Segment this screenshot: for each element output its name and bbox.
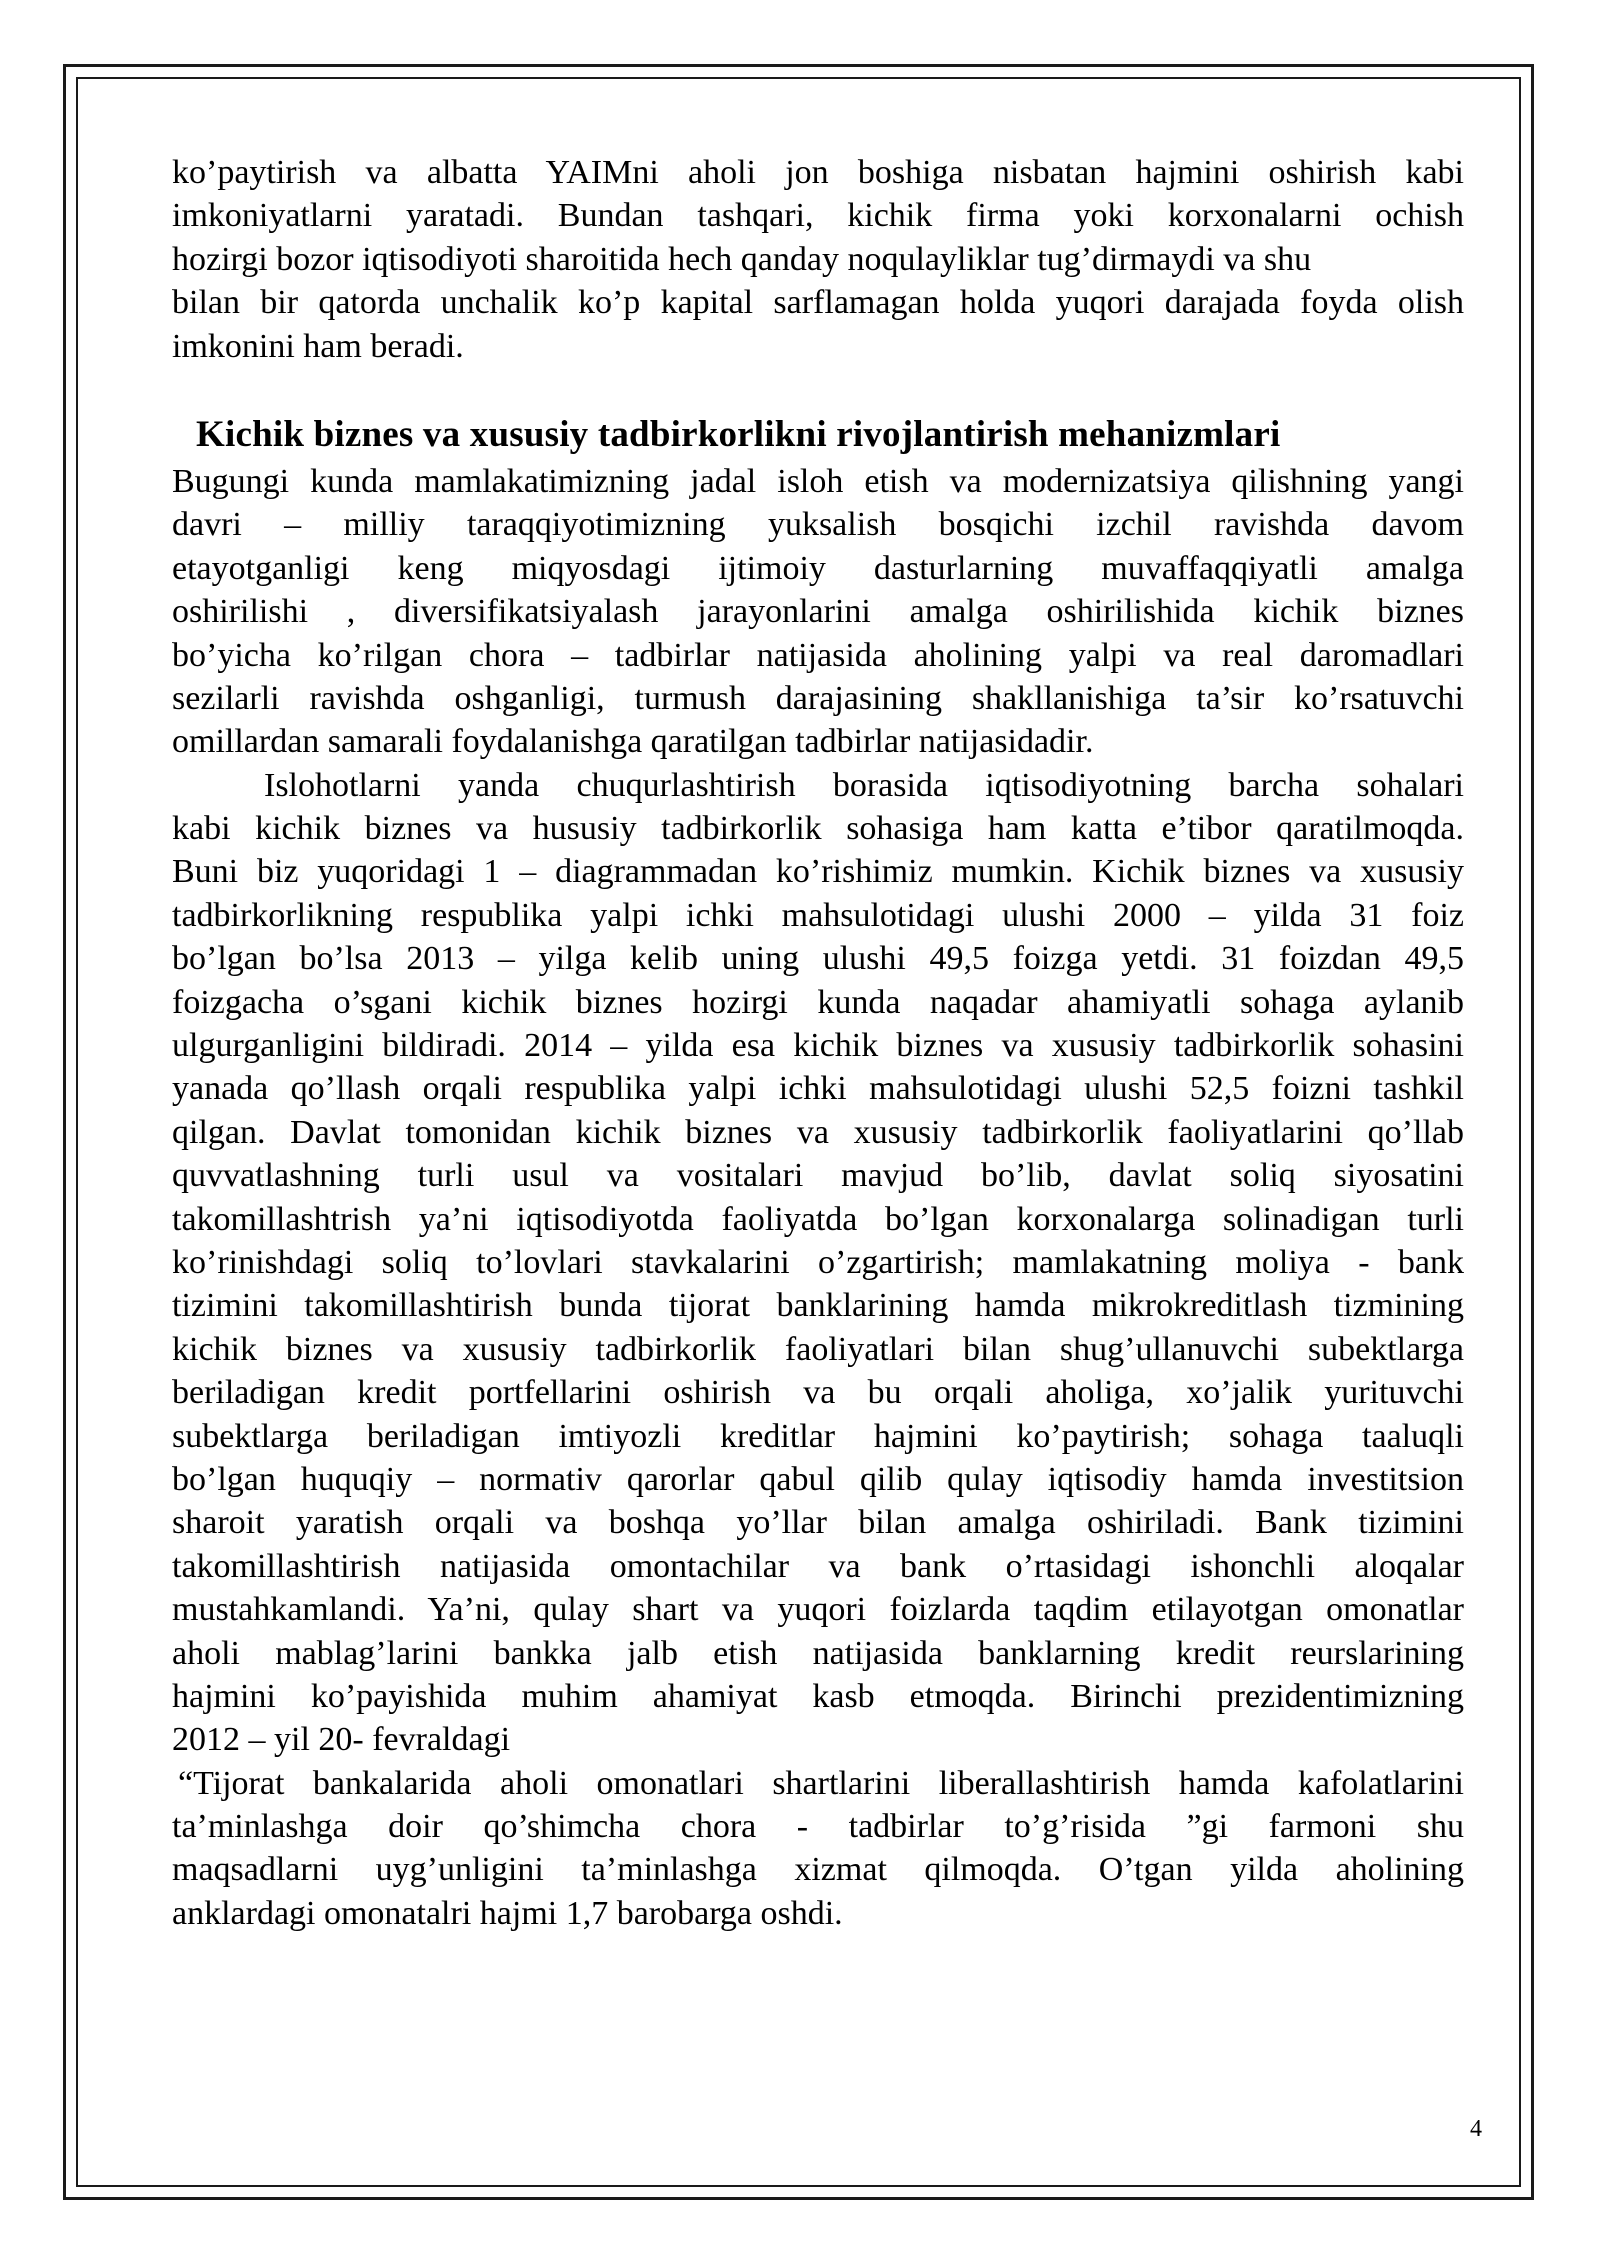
text-line: takomillashtirish natijasida omontachilar va bank o’rtasidagi ishonchli aloqalar: [172, 1547, 1464, 1585]
paragraph-3: [172, 1762, 1464, 1936]
text-line: bo’yicha ko’rilgan chora – tadbirlar natijasida aholining yalpi va real daromadlari: [172, 636, 1464, 674]
text-line: aholi mablag’larini bankka jalb etish natijasida banklarning kredit reurslarining: [172, 1634, 1464, 1672]
text-line: beriladigan kredit portfellarini oshirish va bu orqali aholiga, xo’jalik yurituvchi: [172, 1374, 1464, 1412]
text-line: takomillashtrish ya’ni iqtisodiyotda faoliyatda bo’lgan korxonalarga solinadigan turli: [172, 1200, 1464, 1238]
text-line: etayotganligi keng miqyosdagi ijtimoiy dasturlarning muvaffaqqiyatli amalga: [172, 549, 1464, 587]
text-line: qilgan. Davlat tomonidan kichik biznes va xususiy tadbirkorlik faoliyatlarini qo’llab: [172, 1113, 1464, 1151]
text-line: oshirilishi , diversifikatsiyalash jarayonlarini amalga oshirilishida kichik biznes: [172, 593, 1464, 631]
text-line: subektlarga beriladigan imtiyozli kreditlar hajmini ko’paytirish; sohaga taaluqli: [172, 1417, 1464, 1455]
text-line: tizimini takomillashtirish bunda tijorat banklarining hamda mikrokreditlash tizmining: [172, 1287, 1464, 1325]
text-line: hajmini ko’payishida muhim ahamiyat kasb etmoqda. Birinchi prezidentimizning: [172, 1677, 1464, 1715]
text-line: bo’lgan bo’lsa 2013 – yilga kelib uning ulushi 49,5 foizga yetdi. 31 foizdan 49,5: [172, 940, 1464, 978]
text-line: hozirgi bozor iqtisodiyoti sharoitida hech qanday noqulayliklar tug’dirmaydi va shu: [172, 240, 1312, 278]
text-line: ulgurganligini bildiradi. 2014 – yilda esa kichik biznes va xususiy tadbirkorlik sohasini: [172, 1027, 1464, 1065]
text-line: bilan bir qatorda unchalik ko’p kapital sarflamagan holda yuqori darajada foyda olish: [172, 284, 1464, 322]
paragraph-1: [172, 460, 1464, 764]
text-line: sezilarli ravishda oshganligi, turmush darajasining shakllanishiga ta’sir ko’rsatuvchi: [172, 679, 1464, 717]
text-line: maqsadlarni uyg’unligini ta’minlashga xizmat qilmoqda. O’tgan yilda aholining: [172, 1851, 1464, 1889]
text-line: sharoit yaratish orqali va boshqa yo’llar bilan amalga oshiriladi. Bank tizimini: [172, 1504, 1464, 1542]
paragraph-2: [172, 764, 1464, 1762]
text-line: omillardan samarali foydalanishga qaratilgan tadbirlar natijasidadir.: [172, 723, 1094, 761]
text-line: Islohotlarni yanda chuqurlashtirish borasida iqtisodiyotning barcha sohalari: [264, 766, 1464, 804]
intro-paragraph: [172, 151, 1464, 368]
text-line: Bugungi kunda mamlakatimizning jadal isloh etish va modernizatsiya qilishning yangi: [172, 462, 1464, 500]
text-line: imkonini ham beradi.: [172, 327, 464, 365]
text-line: davri – milliy taraqqiyotimizning yuksalish bosqichi izchil ravishda davom: [172, 506, 1464, 544]
text-line: tadbirkorlikning respublika yalpi ichki mahsulotidagi ulushi 2000 – yilda 31 foiz: [172, 896, 1464, 934]
text-line: 2012 – yil 20- fevraldagi: [172, 1721, 511, 1759]
text-line: foizgacha o’sgani kichik biznes hozirgi kunda naqadar ahamiyatli sohaga aylanib: [172, 983, 1464, 1021]
text-line: anklardagi omonatalri hajmi 1,7 barobarga oshdi.: [172, 1894, 843, 1932]
text-line: mustahkamlandi. Ya’ni, qulay shart va yuqori foizlarda taqdim etilayotgan omonatlar: [172, 1591, 1464, 1629]
text-line: “Tijorat bankalarida aholi omonatlari shartlarini liberallashtirish hamda kafolatlarini: [178, 1764, 1464, 1802]
text-line: ko’paytirish va albatta YAIMni aholi jon boshiga nisbatan hajmini oshirish kabi: [172, 154, 1464, 191]
section-heading: Kichik biznes va xususiy tadbirkorlikni rivojlantirish mehanizmlari: [196, 413, 1281, 455]
text-line: kichik biznes va xususiy tadbirkorlik faoliyatlari bilan shug’ullanuvchi subektlarga: [172, 1330, 1464, 1368]
text-line: quvvatlashning turli usul va vositalari mavjud bo’lib, davlat soliq siyosatini: [172, 1157, 1464, 1195]
text-line: kabi kichik biznes va hususiy tadbirkorlik sohasiga ham katta e’tibor qaratilmoqda.: [172, 810, 1464, 848]
paragraph-spacer: [172, 368, 1464, 412]
text-line: bo’lgan huquqiy – normativ qarorlar qabul qilib qulay iqtisodiy hamda investitsion: [172, 1460, 1464, 1498]
text-line: ta’minlashga doir qo’shimcha chora - tadbirlar to’g’risida ”gi farmoni shu: [172, 1808, 1464, 1846]
text-line: ko’rinishdagi soliq to’lovlari stavkalarini o’zgartirish; mamlakatning moliya - bank: [172, 1243, 1464, 1281]
page-number: 4: [1470, 2116, 1482, 2142]
text-line: Buni biz yuqoridagi 1 – diagrammadan ko’rishimiz mumkin. Kichik biznes va xususiy: [172, 853, 1464, 891]
text-line: imkoniyatlarni yaratadi. Bundan tashqari, kichik firma yoki korxonalarni ochish: [172, 197, 1464, 235]
text-line: yanada qo’llash orqali respublika yalpi ichki mahsulotidagi ulushi 52,5 foizni tashkil: [172, 1070, 1464, 1108]
page-content: [172, 151, 1464, 1935]
